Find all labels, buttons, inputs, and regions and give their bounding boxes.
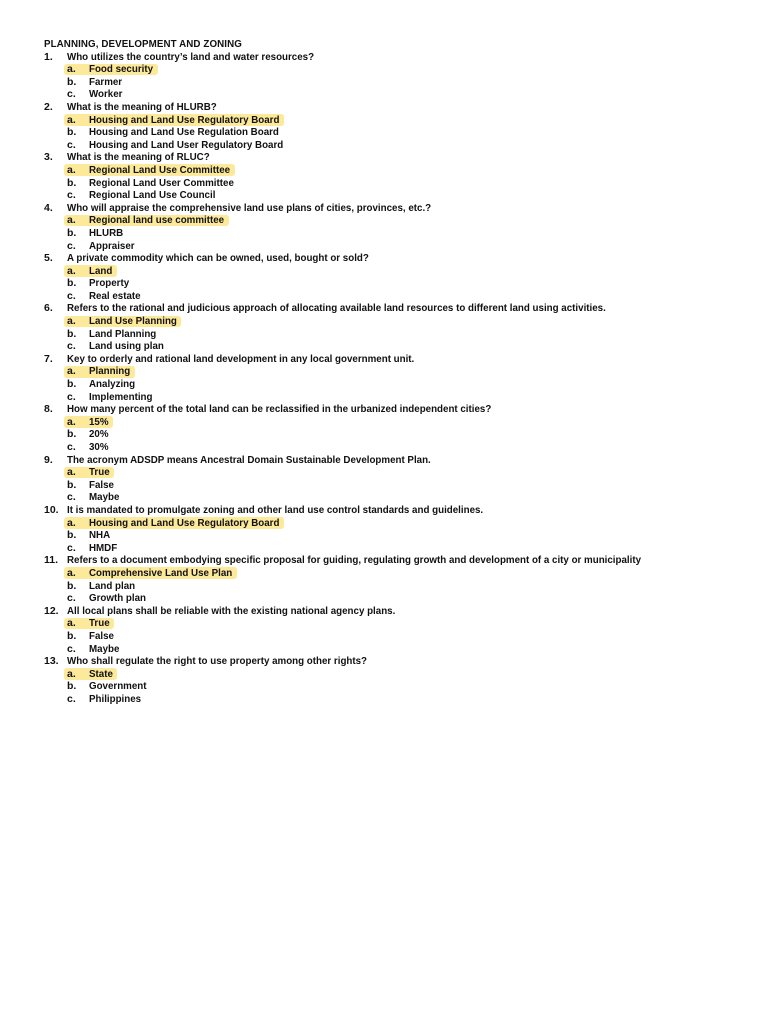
option-letter: b.	[67, 176, 77, 189]
option-letter: b.	[67, 629, 77, 642]
answer-option-correct	[44, 567, 734, 580]
answer-option	[44, 441, 734, 454]
option-letter: c.	[67, 289, 76, 302]
answer-option	[44, 592, 734, 605]
option-text: False	[89, 629, 114, 642]
answer-option	[44, 76, 734, 89]
option-letter: a.	[67, 315, 76, 328]
option-letter: a.	[67, 163, 76, 176]
option-letter: a.	[67, 63, 76, 76]
answer-option-correct	[44, 164, 734, 177]
answer-option	[44, 529, 734, 542]
question-item	[44, 504, 734, 517]
option-letter: a.	[67, 415, 76, 428]
option-text: Growth plan	[89, 592, 146, 605]
option-text: Regional Land User Committee	[89, 176, 234, 189]
answer-option	[44, 126, 734, 139]
question-number: 5.	[44, 252, 53, 265]
question-number: 1.	[44, 50, 53, 63]
option-letter: b.	[67, 428, 77, 441]
option-letter: b.	[67, 277, 77, 290]
option-text: Maybe	[89, 642, 120, 655]
option-text: Property	[89, 277, 130, 290]
question-text: Key to orderly and rational land development in any local government unit.	[67, 352, 415, 365]
question-number: 12.	[44, 604, 59, 617]
option-letter: b.	[67, 378, 77, 391]
option-text: HMDF	[89, 541, 118, 554]
option-letter: c.	[67, 491, 76, 504]
answer-option-correct	[44, 416, 734, 429]
option-letter: a.	[67, 365, 76, 378]
question-number: 11.	[44, 554, 59, 567]
answer-option	[44, 479, 734, 492]
option-letter: c.	[67, 390, 76, 403]
option-text: True	[89, 466, 110, 479]
answer-option	[44, 177, 734, 190]
option-text: Worker	[89, 88, 123, 101]
answer-option	[44, 378, 734, 391]
answer-option-correct	[44, 617, 734, 630]
answer-option-correct	[44, 365, 734, 378]
answer-option	[44, 88, 734, 101]
question-item	[44, 655, 734, 668]
question-text: Who will appraise the comprehensive land use plans of cities, provinces, etc.?	[67, 201, 432, 214]
question-item	[44, 151, 734, 164]
answer-option-correct	[44, 668, 734, 681]
answer-option	[44, 428, 734, 441]
document-page	[44, 38, 734, 705]
option-text: Housing and Land Use Regulation Board	[89, 126, 279, 139]
option-text: HLURB	[89, 226, 124, 239]
question-text: Who utilizes the country’s land and water resources?	[67, 50, 315, 63]
option-text: Housing and Land Use Regulatory Board	[89, 113, 280, 126]
option-text: Philippines	[89, 692, 142, 705]
option-text: Appraiser	[89, 239, 135, 252]
option-letter: c.	[67, 441, 76, 453]
option-letter: b.	[67, 478, 77, 491]
option-letter: b.	[67, 126, 77, 139]
option-letter: a.	[67, 214, 76, 227]
answer-option	[44, 277, 734, 290]
question-text: Refers to a document embodying specific proposal for guiding, regulating growth and development of a city or municipality	[67, 554, 642, 567]
option-letter: c.	[67, 88, 76, 101]
answer-option	[44, 391, 734, 404]
option-letter: c.	[67, 541, 76, 554]
answer-option	[44, 643, 734, 656]
option-text: Implementing	[89, 390, 153, 403]
question-item	[44, 454, 734, 467]
answer-option	[44, 290, 734, 303]
option-text: Government	[89, 680, 147, 693]
answer-option	[44, 340, 734, 353]
option-text: NHA	[89, 529, 111, 542]
question-list	[44, 51, 734, 706]
option-letter: c.	[67, 239, 76, 252]
question-text: The acronym ADSDP means Ancestral Domain Sustainable Development Plan.	[67, 453, 431, 466]
option-text: Real estate	[89, 289, 141, 302]
option-text: Food security	[89, 63, 154, 76]
option-text: Analyzing	[89, 378, 136, 391]
question-number: 2.	[44, 100, 53, 113]
option-text: Land Use Planning	[89, 315, 177, 328]
option-text: 20%	[89, 428, 109, 441]
answer-option-correct	[44, 315, 734, 328]
question-text: A private commodity which can be owned, used, bought or sold?	[67, 252, 369, 265]
question-text: All local plans shall be reliable with the existing national agency plans.	[67, 604, 396, 617]
question-number: 6.	[44, 302, 53, 315]
question-number: 4.	[44, 201, 53, 214]
option-text: Comprehensive Land Use Plan	[89, 566, 233, 579]
option-text: Housing and Land User Regulatory Board	[89, 138, 284, 151]
option-text: Land plan	[89, 579, 136, 592]
option-letter: a.	[67, 466, 76, 479]
question-text: Refers to the rational and judicious approach of allocating available land resources to different land using activities.	[67, 302, 606, 315]
question-item	[44, 302, 734, 315]
answer-option	[44, 630, 734, 643]
question-number: 13.	[44, 655, 59, 668]
question-text: Who shall regulate the right to use property among other rights?	[67, 655, 368, 668]
option-text: State	[89, 667, 113, 680]
question-text: How many percent of the total land can be reclassified in the urbanized independent cities?	[67, 403, 492, 416]
answer-option-correct	[44, 517, 734, 530]
answer-option-correct	[44, 214, 734, 227]
question-item	[44, 101, 734, 114]
option-text: Regional land use committee	[89, 214, 225, 227]
option-letter: c.	[67, 692, 76, 705]
answer-option-correct	[44, 265, 734, 278]
option-letter: c.	[67, 592, 76, 605]
question-number: 10.	[44, 503, 59, 516]
question-item	[44, 353, 734, 366]
option-letter: c.	[67, 340, 76, 353]
question-item	[44, 51, 734, 64]
answer-option	[44, 491, 734, 504]
answer-option-correct	[44, 466, 734, 479]
option-letter: a.	[67, 264, 76, 277]
answer-option-correct	[44, 114, 734, 127]
question-number: 3.	[44, 151, 53, 164]
option-text: 15%	[89, 415, 109, 428]
answer-option	[44, 227, 734, 240]
option-text: Housing and Land Use Regulatory Board	[89, 516, 280, 529]
option-letter: b.	[67, 327, 77, 340]
option-letter: a.	[67, 617, 76, 630]
option-letter: b.	[67, 529, 77, 542]
answer-option	[44, 680, 734, 693]
option-text: Regional Land Use Council	[89, 189, 216, 202]
answer-option	[44, 139, 734, 152]
option-letter: a.	[67, 516, 76, 529]
option-text: Farmer	[89, 75, 123, 88]
question-item	[44, 252, 734, 265]
question-item	[44, 554, 734, 567]
answer-option	[44, 240, 734, 253]
option-text: Land using plan	[89, 340, 164, 353]
answer-option	[44, 328, 734, 341]
option-letter: a.	[67, 113, 76, 126]
option-letter: b.	[67, 579, 77, 592]
answer-option	[44, 542, 734, 555]
question-number: 9.	[44, 453, 53, 466]
option-letter: c.	[67, 138, 76, 151]
option-letter: c.	[67, 642, 76, 655]
question-text: What is the meaning of HLURB?	[67, 100, 217, 113]
option-text: False	[89, 478, 114, 491]
question-number: 7.	[44, 352, 53, 365]
option-letter: b.	[67, 226, 77, 239]
option-text: Regional Land Use Committee	[89, 163, 231, 176]
option-text: Land Planning	[89, 327, 157, 340]
answer-option	[44, 693, 734, 706]
answer-option-correct	[44, 63, 734, 76]
question-item	[44, 403, 734, 416]
option-text: Land	[89, 264, 113, 277]
answer-option	[44, 580, 734, 593]
answer-option	[44, 189, 734, 202]
question-text: It is mandated to promulgate zoning and other land use control standards and guidelines.	[67, 503, 484, 516]
option-text: 30%	[89, 441, 109, 453]
option-letter: b.	[67, 680, 77, 693]
document-title: PLANNING, DEVELOPMENT AND ZONING	[44, 38, 242, 50]
option-text: Planning	[89, 365, 131, 378]
question-text: What is the meaning of RLUC?	[67, 151, 210, 164]
option-letter: b.	[67, 75, 77, 88]
option-text: True	[89, 617, 110, 630]
question-item	[44, 605, 734, 618]
option-letter: c.	[67, 189, 76, 202]
question-number: 8.	[44, 403, 53, 416]
option-text: Maybe	[89, 491, 120, 504]
option-letter: a.	[67, 667, 76, 680]
question-item	[44, 202, 734, 215]
option-letter: a.	[67, 566, 76, 579]
